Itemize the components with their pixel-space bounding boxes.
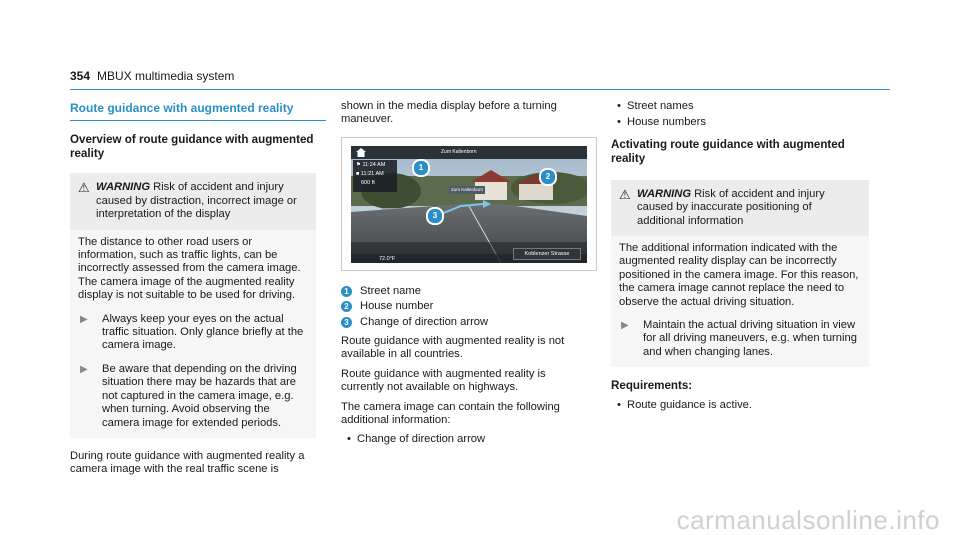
- distance: 600 ft: [361, 179, 375, 186]
- bullet-icon: •: [617, 100, 621, 112]
- warning-step-text: Be aware that depending on the driving situation there may be hazards that are not captured in the camera image, e.g. when turning. Avoid observing the camera image for extended periods.: [102, 362, 297, 429]
- warning-detail-text: The additional information indicated with the augmented reality display can be incorrectly positioned in the camera image. For this reason, the camera image cannot replace the need to observe the actual driving situation.: [619, 242, 859, 308]
- body-paragraph: During route guidance with augmented reality a camera image with the real traffic scene is: [70, 449, 305, 476]
- bullet-text: Street names: [627, 100, 694, 112]
- step-arrow-icon: ▶: [80, 313, 88, 325]
- current-time-value: 11:21 AM: [360, 170, 384, 177]
- warning-detail-text: The distance to other road users or information, such as traffic lights, can be incorrectly assessed from the camera image. The camera image of the augmented reality display is not suitable to be used for driving.: [78, 235, 301, 302]
- legend-number: 1: [341, 286, 352, 297]
- bullet-text: Change of direction arrow: [357, 433, 486, 446]
- bottom-street-label: Koblenzer Strasse: [513, 248, 581, 260]
- warning-headline: Risk of accident and injury caused by distraction, incorrect image or interpretation of the display: [96, 181, 297, 221]
- warning-detail: [611, 236, 869, 367]
- overview-heading: Overview of route guidance with augmented reality: [70, 133, 314, 161]
- arrival-time: [356, 161, 385, 169]
- bullet-text: Route guidance is active.: [627, 399, 753, 412]
- body-paragraph: Route guidance with augmented reality is currently not available on highways.: [341, 367, 546, 394]
- legend-text: House number: [360, 300, 434, 313]
- page-number: 354: [70, 69, 91, 83]
- current-time: [356, 170, 384, 178]
- step-arrow-icon: ▶: [621, 320, 629, 332]
- warning-box: [70, 173, 316, 438]
- legend-list: [341, 285, 587, 329]
- callout-2: 2: [539, 168, 557, 186]
- middle-column: [341, 100, 587, 450]
- bullet-item: [611, 100, 869, 113]
- bullet-item: [611, 399, 869, 412]
- book-title: MBUX multimedia system: [97, 69, 235, 83]
- home-icon[interactable]: [356, 148, 366, 157]
- bullet-item: [341, 433, 587, 446]
- legend-number: 3: [341, 317, 352, 328]
- step-arrow-icon: ▶: [80, 363, 88, 375]
- flag-icon: ⚑: [356, 161, 361, 168]
- bullet-icon: •: [617, 116, 621, 129]
- warning-head: [619, 188, 861, 228]
- bullet-icon: •: [347, 433, 351, 446]
- warning-step: [78, 363, 308, 430]
- warning-step-text: Maintain the actual driving situation in view for all driving maneuvers, e.g. when turning and when changing lanes.: [643, 319, 857, 358]
- section-rule: [70, 120, 326, 121]
- legend-item: [341, 316, 587, 329]
- right-column: [611, 100, 869, 416]
- legend-text: Street name: [360, 284, 421, 297]
- left-column: [70, 100, 316, 483]
- legend-item: [341, 300, 587, 313]
- warning-headline: Risk of accident and injury caused by inaccurate positioning of additional information: [637, 187, 825, 227]
- bullet-text: House numbers: [627, 116, 706, 129]
- requirements-heading: Requirements:: [611, 379, 693, 393]
- warning-detail: [70, 230, 316, 438]
- legend-text: Change of direction arrow: [360, 315, 489, 328]
- warning-step: [78, 313, 308, 353]
- warning-step: [619, 319, 861, 359]
- arrival-time-value: 11:24 AM: [362, 161, 386, 168]
- bullet-item: [611, 116, 869, 129]
- callout-1: 1: [412, 159, 430, 177]
- warning-triangle-icon: ⚠: [619, 186, 631, 202]
- top-street-name: Zum Kaltenborn: [441, 148, 477, 155]
- warning-box: [611, 180, 869, 367]
- warning-triangle-icon: ⚠: [78, 180, 90, 196]
- body-paragraph: The camera image can contain the following additional information:: [341, 400, 560, 427]
- body-paragraph: shown in the media display before a turning maneuver.: [341, 100, 557, 126]
- camera-figure: [341, 137, 597, 271]
- bullet-icon: •: [617, 399, 621, 412]
- warning-step-text: Always keep your eyes on the actual traffic situation. Only glance briefly at the camera image.: [102, 312, 304, 352]
- watermark: carmanualsonline.info: [676, 504, 940, 535]
- header-rule: [70, 89, 890, 90]
- callout-3: 3: [426, 207, 444, 225]
- clock-icon: ■: [356, 170, 360, 177]
- warning-head: [78, 181, 308, 221]
- body-paragraph: Route guidance with augmented reality is not available in all countries.: [341, 335, 565, 361]
- activating-heading: Activating route guidance with augmented reality: [611, 137, 845, 165]
- temperature: 72.0°F: [379, 255, 396, 262]
- warning-label: WARNING: [637, 187, 692, 200]
- house-sign: Zum Kaltenborn: [450, 186, 484, 192]
- media-display-screen: [351, 146, 587, 263]
- legend-number: 2: [341, 301, 352, 312]
- warning-label: WARNING: [96, 181, 151, 194]
- legend-item: [341, 285, 587, 298]
- section-title: Route guidance with augmented reality: [70, 101, 294, 115]
